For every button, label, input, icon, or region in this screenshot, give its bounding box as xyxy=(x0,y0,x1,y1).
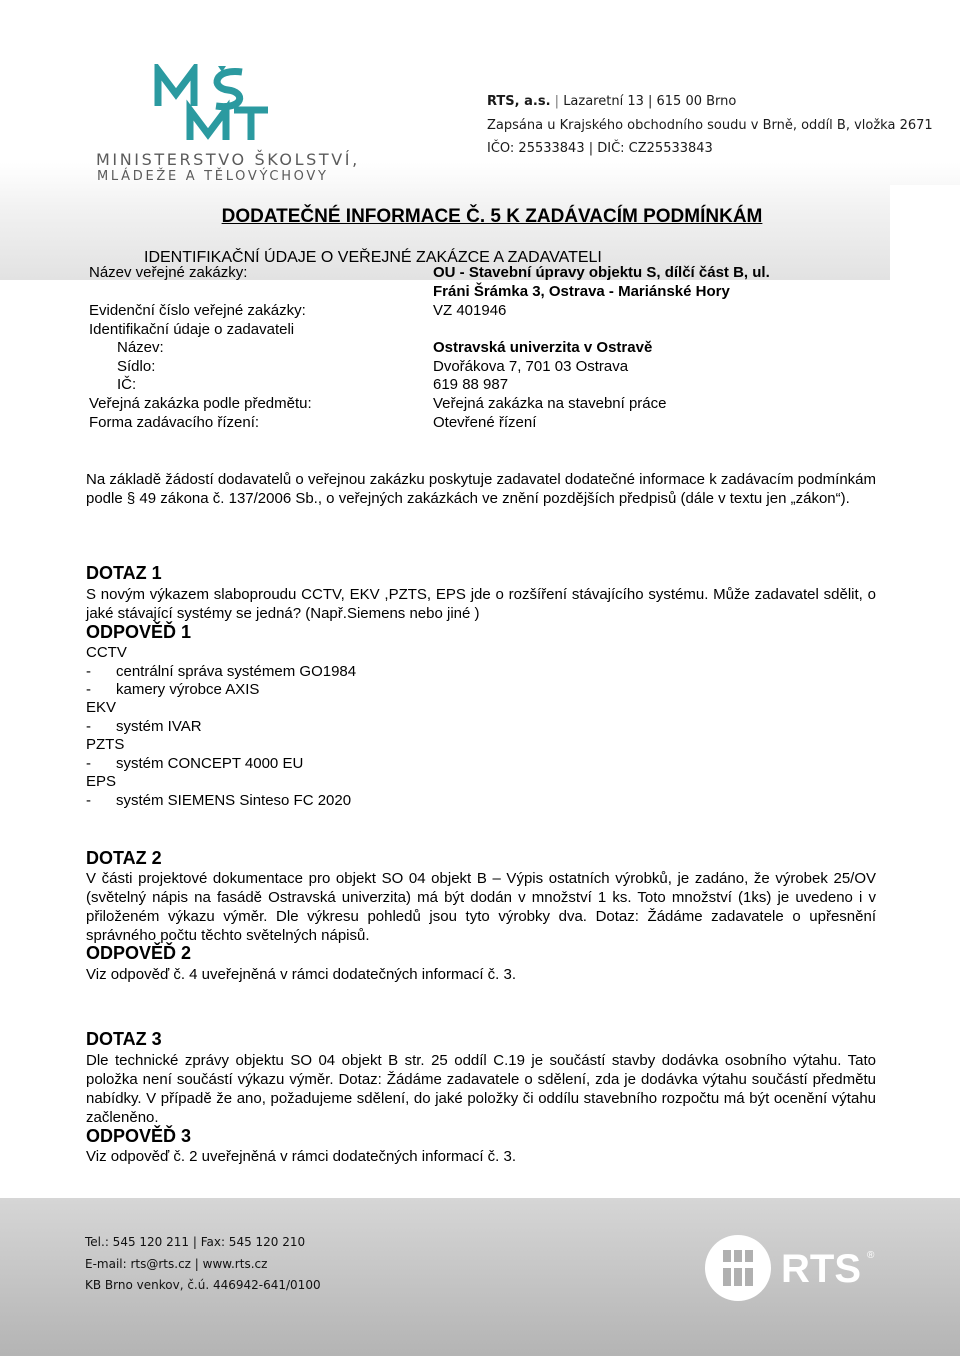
document-title: DODATEČNÉ INFORMACE Č. 5 K ZADÁVACÍM PODMÍNKÁM xyxy=(221,206,763,227)
answer-1-heading: ODPOVĚĎ 1 xyxy=(86,622,192,642)
ministry-name-line1: MINISTERSTVO ŠKOLSTVÍ, xyxy=(96,150,360,169)
answer-3-heading: ODPOVĚĎ 3 xyxy=(86,1126,192,1146)
authority-seat-value: Dvořákova 7, 701 03 Ostrava xyxy=(433,358,629,375)
answer-1-ekv-item xyxy=(86,718,202,735)
evidence-number-label: Evidenční číslo veřejné zakázky: xyxy=(89,302,306,319)
rts-logo-text: RTS xyxy=(781,1247,861,1291)
list-dash: - xyxy=(86,792,91,809)
footer-email: E-mail: rts@rts.cz | www.rts.cz xyxy=(85,1256,268,1271)
list-item-text: systém CONCEPT 4000 EU xyxy=(116,755,304,772)
evidence-number-value: VZ 401946 xyxy=(433,302,507,319)
answer-2-heading: ODPOVĚĎ 2 xyxy=(86,943,192,963)
list-item-text: kamery výrobce AXIS xyxy=(116,681,260,698)
list-dash: - xyxy=(86,755,91,772)
footer-phone: Tel.: 545 120 211 | Fax: 545 120 210 xyxy=(85,1235,306,1249)
contract-name-label: Název veřejné zakázky: xyxy=(89,264,248,281)
svg-text:®: ® xyxy=(867,1250,875,1261)
list-dash: - xyxy=(86,718,91,735)
rts-logo xyxy=(703,1228,883,1308)
authority-ic-value: 619 88 987 xyxy=(433,376,509,393)
answer-1-pzts-item xyxy=(86,755,303,772)
contract-name-value: OU - Stavební úpravy objektu S, dílčí část B, ul. xyxy=(433,264,770,281)
subject-value: Veřejná zakázka na stavební práce xyxy=(433,395,667,412)
subject-label: Veřejná zakázka podle předmětu: xyxy=(89,395,312,412)
header-spacer xyxy=(890,185,960,280)
answer-1-cctv: CCTV xyxy=(86,644,127,661)
list-item-text: systém IVAR xyxy=(116,718,202,735)
msmt-logo-icon xyxy=(150,64,280,144)
list-dash: - xyxy=(86,663,91,680)
answer-1-eps: EPS xyxy=(86,773,117,790)
company-registration: Zapsána u Krajského obchodního soudu v Brně, oddíl B, vložka 2671 xyxy=(487,117,933,133)
answer-1-cctv-item-1 xyxy=(86,663,356,680)
company-name: RTS, a.s. xyxy=(487,94,551,109)
answer-1-ekv: EKV xyxy=(86,699,117,716)
footer-bank: KB Brno venkov, č.ú. 446942-641/0100 xyxy=(85,1278,321,1292)
authority-seat-label: Sídlo: xyxy=(117,358,156,375)
question-2-text: V části projektové dokumentace pro objekt SO 04 objekt B – Výpis ostatních výrobků, je zadáno, že výrobek 25/OV (světelný nápis na fasádě Ostravská univerzita) má být dodán v množství 1 ks. Toto množství (1ks) je uvedeno i v přiloženém výkazu výměr. Dle výkresu pohledů jsou tyto výrobky dva. Dotaz: Žádáme zadavatele o upřesnění správného počtu těchto světelných nápisů. xyxy=(86,870,876,944)
authority-name-value: Ostravská univerzita v Ostravě xyxy=(433,339,653,356)
procedure-value: Otevřené řízení xyxy=(433,414,537,431)
answer-3-text: Viz odpověď č. 2 uveřejněná v rámci dodatečných informací č. 3. xyxy=(86,1148,516,1165)
list-dash: - xyxy=(86,681,91,698)
section-heading: IDENTIFIKAČNÍ ÚDAJE O VEŘEJNÉ ZAKÁZCE A ZADAVATELI xyxy=(144,249,602,266)
contract-name-value-line2: Fráni Šrámka 3, Ostrava - Mariánské Hory xyxy=(433,283,730,300)
contracting-authority-label: Identifikační údaje o zadavateli xyxy=(89,321,295,338)
answer-1-cctv-item-2 xyxy=(86,681,259,698)
question-1-text: S novým výkazem slaboproudu CCTV, EKV ,PZTS, EPS jde o rozšíření stávajícího systému. Může zadavatel sdělit, o jaké stávající systémy se jedná? (Např.Siemens nebo jiné ) xyxy=(86,586,876,622)
question-1-heading: DOTAZ 1 xyxy=(86,563,162,583)
intro-paragraph: Na základě žádostí dodavatelů o veřejnou zakázku poskytuje zadavatel dodatečné informace k zadávacím podmínkám podle § 49 zákona č. 137/2006 Sb., o veřejných zakázkách ve znění pozdějších předpisů (dále v textu jen „zákon“). xyxy=(86,471,876,507)
answer-1-eps-item xyxy=(86,792,351,809)
authority-ic-label: IČ: xyxy=(117,376,137,393)
list-item-text: centrální správa systémem GO1984 xyxy=(116,663,357,680)
question-3-heading: DOTAZ 3 xyxy=(86,1029,162,1049)
footer-contact-block xyxy=(85,1232,321,1297)
company-ico-dic: IČO: 25533843 | DIČ: CZ25533843 xyxy=(487,141,713,156)
authority-name-label: Název: xyxy=(117,339,164,356)
question-2-heading: DOTAZ 2 xyxy=(86,848,162,868)
question-3-text: Dle technické zprávy objektu SO 04 objekt B str. 25 oddíl C.19 je součástí stavby dodávka osobního výtahu. Tato položka není součástí výkazu výměr. Dotaz: Žádáme zadavatele o sdělení, zda je dodávka výtahu součástí předmětu nabídky. V případě že ano, požadujeme sdělení, do jaké položky či oddílu stavebního rozpočtu má být ocenění výtahu začleněno. xyxy=(86,1052,876,1126)
company-address: Lazaretní 13 | 615 00 Brno xyxy=(563,94,737,109)
procedure-label: Forma zadávacího řízení: xyxy=(89,414,260,431)
ministry-name-line2: MLÁDEŽE A TĚLOVÝCHOVY xyxy=(97,169,329,184)
list-item-text: systém SIEMENS Sinteso FC 2020 xyxy=(116,792,352,809)
company-address-block: RTS, a.s. | Lazaretní 13 | 615 00 Brno Zapsána u Krajského obchodního soudu v Brně, oddíl B, vložka 2671 IČO: 25533843 | DIČ: CZ25533843 xyxy=(487,90,933,161)
answer-1-pzts: PZTS xyxy=(86,736,125,753)
answer-2-text: Viz odpověď č. 4 uveřejněná v rámci dodatečných informací č. 3. xyxy=(86,966,516,983)
